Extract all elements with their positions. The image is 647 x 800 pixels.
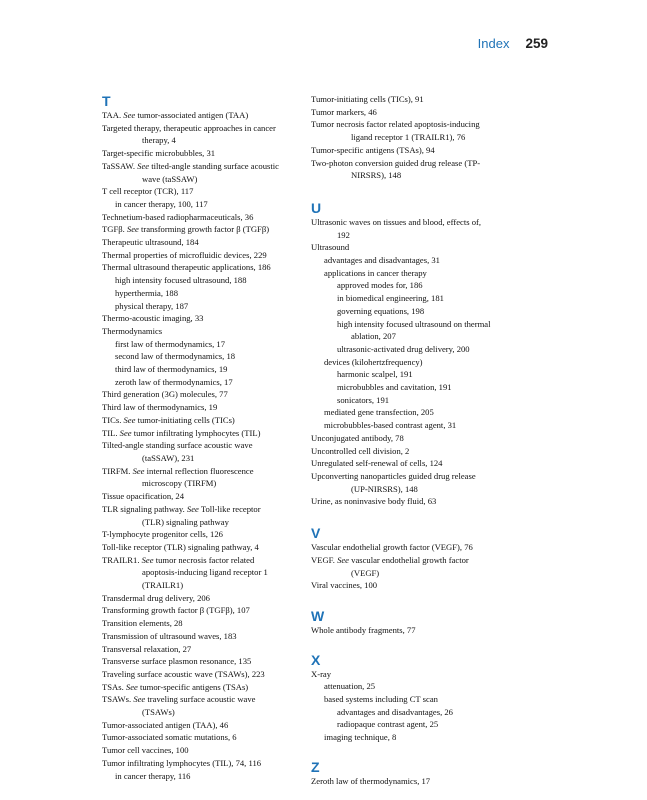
index-entry: Two-photon conversion guided drug release (TP- [311, 157, 481, 168]
index-entry: governing equations, 198 [337, 305, 425, 316]
index-entry: radiopaque contrast agent, 25 [337, 719, 439, 730]
section-letter: X [311, 651, 321, 668]
entry-list [311, 624, 551, 637]
index-entry: T cell receptor (TCR), 117 [102, 186, 194, 197]
index-entry: in cancer therapy, 116 [115, 770, 191, 781]
index-entry: Upconverting nanoparticles guided drug release [311, 470, 476, 481]
index-entry: ultrasonic-activated drug delivery, 200 [337, 343, 470, 354]
index-entry: Unconjugated antibody, 78 [311, 432, 404, 443]
index-entry: third law of thermodynamics, 19 [115, 364, 228, 375]
index-entry: Third law of thermodynamics, 19 [102, 402, 218, 413]
index-entry: X-ray [311, 668, 332, 679]
entry-list [311, 775, 551, 788]
entry-list [311, 541, 551, 592]
index-entry: based systems including CT scan [324, 694, 438, 705]
index-entry: physical therapy, 187 [115, 300, 189, 311]
index-entry: Tumor-associated somatic mutations, 6 [102, 732, 237, 743]
index-entry: Whole antibody fragments, 77 [311, 624, 416, 635]
index-entry: Transforming growth factor β (TGFβ), 107 [102, 605, 250, 616]
section-x [311, 652, 551, 744]
section-w [311, 608, 551, 637]
index-entry: TSAWs. See traveling surface acoustic wave [102, 694, 256, 705]
index-entry: Unregulated self-renewal of cells, 124 [311, 458, 443, 469]
index-entry: (TLR) signaling pathway [142, 516, 229, 527]
index-entry: (taSSAW), 231 [142, 452, 195, 463]
section-letter: T [102, 93, 111, 109]
index-entry: Targeted therapy, therapeutic approaches in cancer [102, 122, 276, 133]
index-entry: Tissue opacification, 24 [102, 491, 185, 502]
index-entry: high intensity focused ultrasound on thermal [337, 318, 491, 329]
index-entry: in cancer therapy, 100, 117 [115, 198, 208, 209]
index-entry: approved modes for, 186 [337, 280, 423, 291]
index-entry: Traveling surface acoustic wave (TSAWs), 223 [102, 668, 265, 679]
section-letter: W [311, 607, 325, 624]
index-entry: Urine, as noninvasive body fluid, 63 [311, 496, 437, 507]
index-entry: microbubbles-based contrast agent, 31 [324, 420, 457, 431]
index-entry: harmonic scalpel, 191 [337, 369, 413, 380]
index-entry: Tumor necrosis factor related apoptosis-inducing [311, 119, 480, 130]
index-entry: Tumor-associated antigen (TAA), 46 [102, 719, 229, 730]
index-entry: second law of thermodynamics, 18 [115, 351, 236, 362]
index-entry: TAA. See tumor-associated antigen (TAA) [102, 110, 249, 120]
section-letter: U [311, 199, 322, 216]
index-entry: 192 [337, 229, 350, 240]
index-entry: Transdermal drug delivery, 206 [102, 592, 210, 603]
index-entry: TIRFM. See internal reflection fluorescence [102, 465, 254, 476]
index-entry: microscopy (TIRFM) [142, 478, 217, 489]
index-entry: (UP-NIRSRS), 148 [351, 483, 418, 494]
index-entry: TIL. See tumor infiltrating lymphocytes (TIL) [102, 427, 261, 438]
entry-list [311, 216, 551, 508]
index-entry: T-lymphocyte progenitor cells, 126 [102, 529, 223, 540]
index-entry: Tilted-angle standing surface acoustic wave [102, 440, 253, 451]
index-entry: TRAILR1. See tumor necrosis factor related [102, 554, 255, 565]
index-entry: Target-specific microbubbles, 31 [102, 148, 216, 159]
section-t [102, 93, 298, 782]
index-entry: Ultrasonic waves on tissues and blood, effects of, [311, 216, 482, 227]
section-letter: V [311, 525, 321, 542]
page-number: 259 [525, 36, 548, 51]
index-entry: (TSAWs) [142, 707, 175, 718]
index-entry: Transmission of ultrasound waves, 183 [102, 630, 237, 641]
index-entry: NIRSRS), 148 [351, 170, 402, 181]
index-entry: TaSSAW. See tilted-angle standing surface acoustic [102, 160, 279, 171]
entry-list [102, 109, 298, 782]
index-entry: Thermo-acoustic imaging, 33 [102, 313, 204, 324]
index-entry: Thermal ultrasound therapeutic applications, 186 [102, 262, 271, 273]
index-entry: devices (kilohertzfrequency) [324, 356, 423, 367]
index-entry: ligand receptor 1 (TRAILR1), 76 [351, 132, 466, 143]
header-label: Index [477, 36, 510, 51]
left-column [102, 93, 298, 782]
index-entry: sonicators, 191 [337, 394, 390, 405]
index-entry: Transition elements, 28 [102, 618, 183, 629]
index-entry: ablation, 207 [351, 331, 396, 342]
index-entry: mediated gene transfection, 205 [324, 407, 434, 418]
index-entry: Therapeutic ultrasound, 184 [102, 237, 199, 248]
index-entry: wave (taSSAW) [142, 173, 198, 184]
index-entry: attenuation, 25 [324, 681, 376, 692]
index-entry: Viral vaccines, 100 [311, 580, 378, 591]
index-entry: in biomedical engineering, 181 [337, 293, 444, 304]
index-entry: Toll-like receptor (TLR) signaling pathway, 4 [102, 541, 259, 552]
running-header [478, 36, 548, 51]
index-entry: Tumor cell vaccines, 100 [102, 745, 189, 756]
index-entry: Vascular endothelial growth factor (VEGF), 76 [311, 542, 473, 553]
index-entry: Tumor-initiating cells (TICs), 91 [311, 94, 424, 104]
index-entry: VEGF. See vascular endothelial growth factor [311, 554, 469, 565]
index-entry: applications in cancer therapy [324, 267, 427, 278]
index-entry: Uncontrolled cell division, 2 [311, 445, 410, 456]
index-entry: TGFβ. See transforming growth factor β (TGFβ) [102, 224, 270, 235]
section-z [311, 759, 551, 788]
index-entry: apoptosis-inducing ligand receptor 1 [142, 567, 268, 578]
index-entry: Tumor infiltrating lymphocytes (TIL), 74, 116 [102, 757, 262, 768]
section-v [311, 525, 551, 592]
section-t-continued [311, 93, 551, 182]
index-entry: (TRAILR1) [142, 580, 184, 591]
index-entry: therapy, 4 [142, 135, 176, 146]
index-entry: Thermal properties of microfluidic devices, 229 [102, 249, 267, 260]
index-entry: zeroth law of thermodynamics, 17 [115, 376, 233, 387]
index-entry: TICs. See tumor-initiating cells (TICs) [102, 414, 235, 425]
index-entry: Transversal relaxation, 27 [102, 643, 192, 654]
index-entry: advantages and disadvantages, 26 [337, 706, 453, 717]
index-entry: hyperthermia, 188 [115, 287, 179, 298]
index-entry: high intensity focused ultrasound, 188 [115, 275, 247, 286]
entry-list [311, 93, 551, 182]
index-entry: microbubbles and cavitation, 191 [337, 382, 452, 393]
section-u [311, 200, 551, 508]
index-entry: Transverse surface plasmon resonance, 135 [102, 656, 252, 667]
index-entry: Third generation (3G) molecules, 77 [102, 389, 228, 400]
index-entry: Technetium-based radiopharmaceuticals, 36 [102, 211, 254, 222]
index-entry: first law of thermodynamics, 17 [115, 338, 226, 349]
index-entry: TLR signaling pathway. See Toll-like receptor [102, 503, 261, 514]
index-entry: Ultrasound [311, 242, 350, 253]
index-entry: Thermodynamics [102, 325, 163, 336]
index-entry: advantages and disadvantages, 31 [324, 255, 440, 266]
right-column [311, 93, 551, 788]
index-entry: imaging technique, 8 [324, 732, 397, 743]
section-letter: Z [311, 758, 320, 775]
index-entry: Tumor-specific antigens (TSAs), 94 [311, 144, 435, 155]
index-entry: (VEGF) [351, 567, 380, 578]
index-entry: TSAs. See tumor-specific antigens (TSAs) [102, 681, 249, 692]
entry-list [311, 668, 551, 744]
index-entry: Tumor markers, 46 [311, 106, 377, 117]
index-entry: Zeroth law of thermodynamics, 17 [311, 775, 431, 786]
